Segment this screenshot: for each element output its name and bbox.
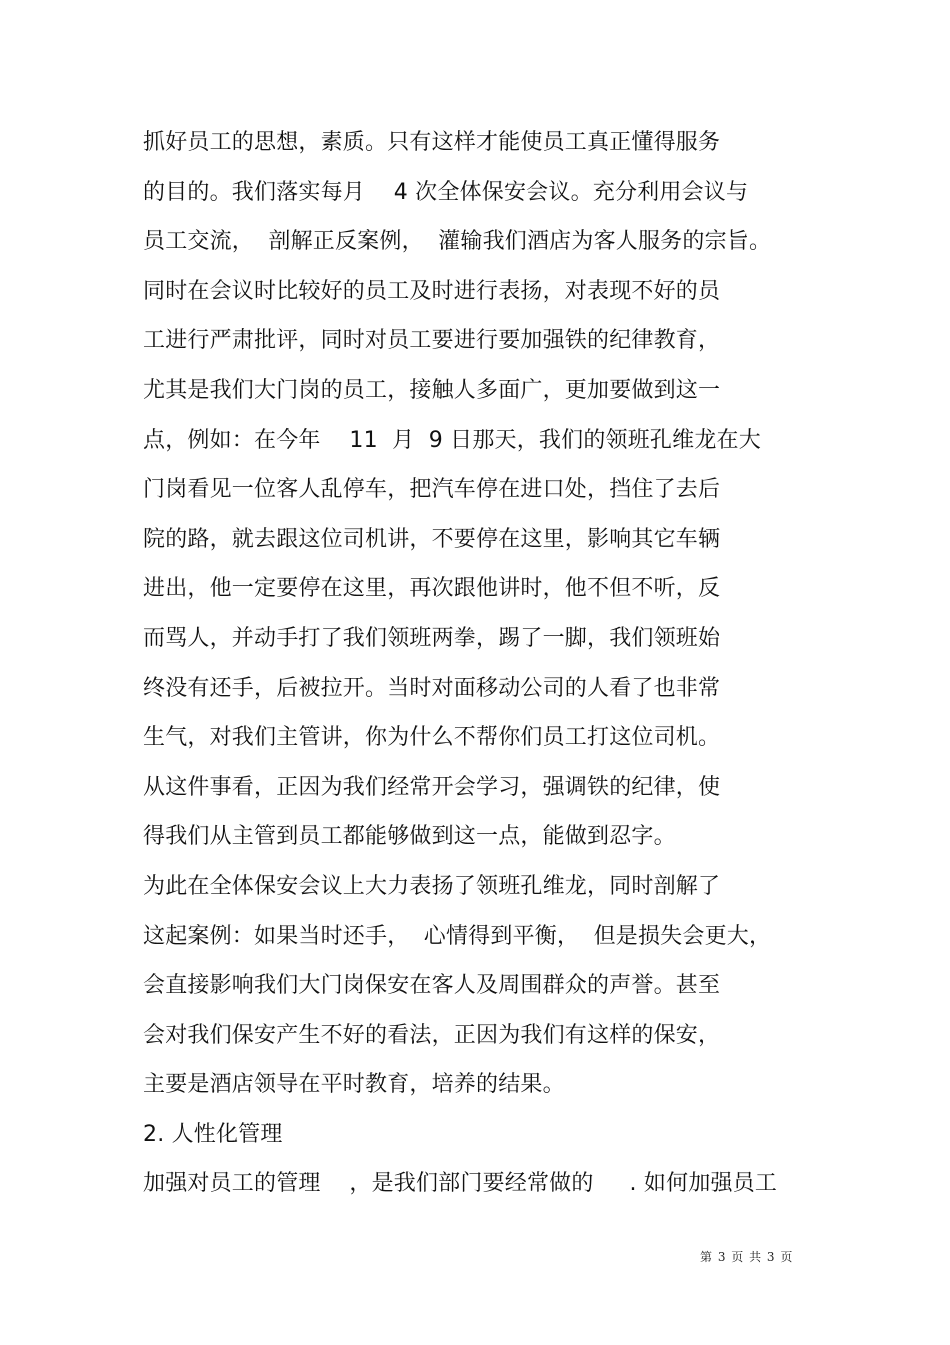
text-line: 工进行严肃批评，同时对员工要进行要加强铁的纪律教育， [143, 328, 721, 354]
text-line: 会对我们保安产生不好的看法，正因为我们有这样的保安， [143, 1022, 721, 1048]
text-line: 加强对员工的管理 ，是我们部门要经常做的 . 如何加强员工 [143, 1171, 778, 1197]
text-line: 员工交流， 剖解正反案例， 灌输我们酒店为客人服务的宗旨。 [143, 229, 772, 255]
section-heading: 2. 人性化管理 [143, 1121, 283, 1147]
text-line: 为此在全体保安会议上大力表扬了领班孔维龙，同时剖解了 [143, 873, 721, 899]
text-line: 尤其是我们大门岗的员工，接触人多面广，更加要做到这一 [143, 377, 721, 403]
text-line: 而骂人，并动手打了我们领班两拳，踢了一脚，我们领班始 [143, 625, 721, 651]
text-line: 院的路，就去跟这位司机讲，不要停在这里，影响其它车辆 [143, 526, 721, 552]
text-line: 终没有还手，后被拉开。当时对面移动公司的人看了也非常 [143, 675, 721, 701]
text-line: 门岗看见一位客人乱停车，把汽车停在进口处，挡住了去后 [143, 477, 721, 503]
text-line: 会直接影响我们大门岗保安在客人及周围群众的声誉。甚至 [143, 973, 721, 999]
page-footer: 第 3 页 共 3 页 [700, 1250, 794, 1264]
text-line: 主要是酒店领导在平时教育，培养的结果。 [143, 1072, 565, 1098]
text-line: 生气，对我们主管讲，你为什么不帮你们员工打这位司机。 [143, 725, 721, 751]
text-line: 得我们从主管到员工都能够做到这一点，能做到忍字。 [143, 824, 676, 850]
text-line: 这起案例：如果当时还手， 心情得到平衡， 但是损失会更大， [143, 923, 772, 949]
text-line: 进出，他一定要停在这里，再次跟他讲时，他不但不听，反 [143, 576, 721, 602]
text-line: 从这件事看，正因为我们经常开会学习，强调铁的纪律，使 [143, 774, 721, 800]
text-line: 点，例如：在今年 11 月 9 日那天，我们的领班孔维龙在大 [143, 427, 761, 453]
body-text [143, 118, 823, 1209]
text-line: 抓好员工的思想，素质。只有这样才能使员工真正懂得服务 [143, 130, 721, 155]
text-line: 的目的。我们落实每月 4 次全体保安会议。充分利用会议与 [143, 179, 749, 205]
text-line: 同时在会议时比较好的员工及时进行表扬，对表现不好的员 [143, 278, 721, 304]
